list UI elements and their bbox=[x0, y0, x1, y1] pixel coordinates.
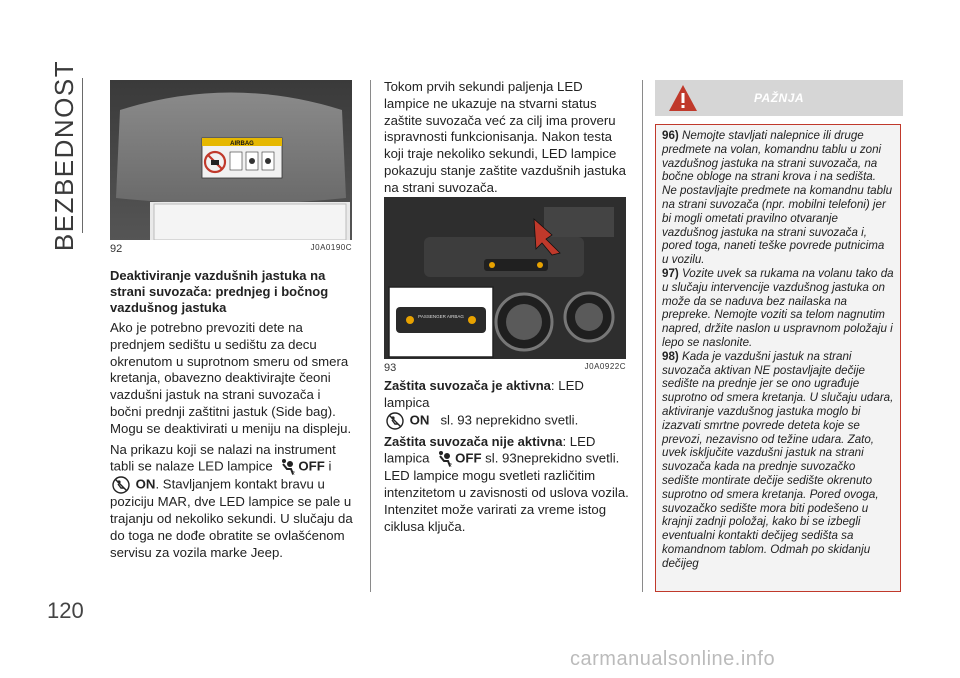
col1-para-2: Na prikazu koji se nalazi na instrument tabli se nalaze LED lampice 2 OFF i ON. Stavljanjem kontakt bravu u poziciju MAR, dve LED lampice se pale u trajanju od nekoliko sekundi. U slučaju da do toga ne dođe obratite se ovlašćenom servisu za vozila marke Jeep. bbox=[110, 441, 353, 560]
col2-active-para: Zaštita suvozača je aktivna: LED lampica ON sl. 93 neprekidno svetli. bbox=[384, 378, 629, 430]
section-title: BEZBEDNOST bbox=[49, 59, 80, 252]
column-divider-2 bbox=[642, 80, 643, 592]
warning-item-98: 98) Kada je vazdušni jastuk na strani suvozača aktivan NE postavljajte dečije sedište na prednje jer se ono ugrađuje suprotno od smera kretanja. U slučaju udara, aktiviranje vazdušnog jastuka moglo bi izazvati smrtne povrede deteta koje se prevozi, nezavisno od težine udara. Zato, uvek isključite vazdušni jastuk na strani suvozača kada na prednje suvozačko sedište montirate dečije sedište okrenuto suprotno od smera kretanja. Pored ovoga, suvozačko sedište mora biti podešeno u krajnji zadnji položaj, kako bi se izbegli eventualni kontakti dečijeg sedišta sa komandnom tablom. Odmah po skidanju dečijeg bbox=[662, 349, 894, 570]
svg-text:2: 2 bbox=[449, 463, 452, 469]
warning-header bbox=[655, 80, 903, 116]
col1-para-1: Ako je potrebno prevoziti dete na prednjem sedištu u sedištu za decu okrenutom u suprotnom smeru od smera kretanja, obavezno deaktivirajte čeoni vazdušni jastuk na strani suvozača i bočni prednji zaštitni jastuk (Side bag). Mogu se deaktivirati u meniju na displeju. bbox=[110, 320, 352, 436]
passenger-airbag-off-icon bbox=[435, 450, 453, 468]
figure-93-image bbox=[384, 197, 626, 359]
column-2 bbox=[384, 79, 629, 201]
page-number: 120 bbox=[47, 598, 84, 623]
warning-item-97: 97) Vozite uvek sa rukama na volanu tako da u slučaju intervencije vazdušnog jastuka on može da se naduva bez nailaska na prepreke. Nemojte voziti sa telom nagnutim napred, držite naslon u uspravnom položaju i lepo se naslonite. bbox=[662, 266, 894, 349]
warning-title: PAŽNJA bbox=[753, 91, 805, 105]
passenger-airbag-off-icon bbox=[278, 458, 296, 476]
figure-92-code: J0A0190C bbox=[310, 243, 352, 252]
col1-heading: Deaktiviranje vazdušnih jastuka na strani suvozača: prednjeg i bočnog vazdušnog jastuka bbox=[110, 268, 329, 315]
warning-item-96: 96) Nemojte stavljati nalepnice ili druge predmete na volan, komandnu tablu u zoni vazdušnog jastuka na strani suvozača, na bočne obloge na strani krova i na sedišta. Ne postavljajte predmete na komandnu tablu na strani suvozača (npr. mobilni telefoni) jer bi mogli ometati pravilno otvaranje vazdušnog jastuka na strani suvozača i, pored toga, naneti teške povrede putnicima u vozilu. bbox=[662, 129, 893, 267]
airbag-sticker-text: AIRBAG bbox=[230, 141, 254, 147]
figure-92-caption bbox=[110, 243, 352, 255]
column-divider bbox=[370, 80, 371, 592]
watermark: carmanualsonline.info bbox=[570, 648, 776, 670]
col2-inactive-para: Zaštita suvozača nije aktivna: LED lampica 2 OFF sl. 93neprekidno svetli. LED lampice mogu svetleti različitim intenzitetom u zavisnosti od uslova vozila. Intenzitet može varirati za vreme istog ciklusa ključa. bbox=[384, 433, 629, 534]
figure-93-number: 93 bbox=[384, 362, 397, 374]
figure-92-image bbox=[110, 80, 352, 240]
warning-box bbox=[655, 124, 901, 592]
passenger-airbag-on-icon bbox=[112, 476, 130, 494]
figure-92-number: 92 bbox=[110, 243, 123, 255]
col2-para-1: Tokom prvih sekundi paljenja LED lampice ne ukazuje na stvarni status zaštite suvozača već za cilj ima proveru ispravnosti funkcionisanja. Nakon testa koji traje nekoliko sekundi, LED lampice pokazuju stanje zaštite vazdušnih jastuka na strani suvozača. bbox=[384, 79, 626, 195]
dashboard-illustration bbox=[384, 197, 626, 359]
sun-visor-illustration bbox=[110, 80, 352, 240]
figure-93-caption bbox=[384, 362, 626, 374]
figure-93-code: J0A0922C bbox=[584, 362, 626, 371]
panel-text: PASSENGER AIRBAG bbox=[418, 314, 464, 319]
column-1 bbox=[110, 268, 354, 566]
section-rule bbox=[82, 78, 83, 233]
svg-text:2: 2 bbox=[292, 471, 296, 477]
passenger-airbag-on-icon bbox=[386, 412, 404, 430]
column-2-lower bbox=[384, 378, 629, 540]
